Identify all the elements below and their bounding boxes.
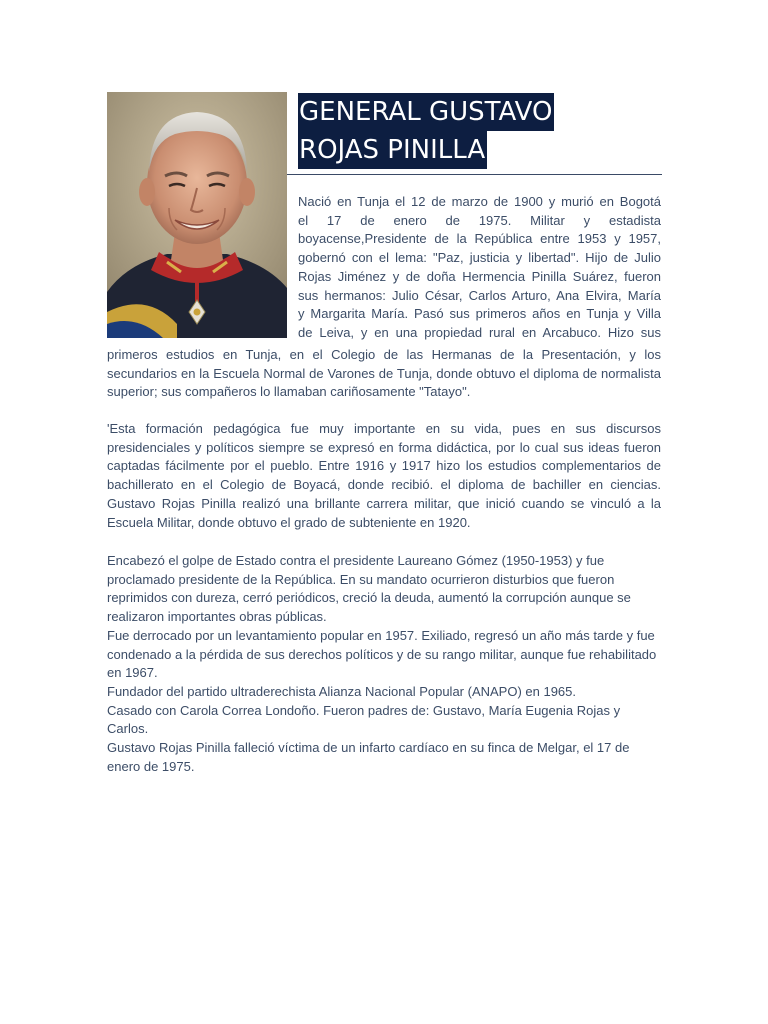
intro-line: sus hermanos: Julio César, Carlos Arturo, Ana Elvira, María <box>298 287 661 303</box>
document-title <box>298 93 662 169</box>
career-line: Fue derrocado por un levantamiento popular en 1957. Exiliado, regresó un año más tarde y fue condenado a la pérdida de sus derechos políticos y de su rango militar, aunque fue rehabilitado en 1967. <box>107 627 657 681</box>
formation-paragraph: 'Esta formación pedagógica fue muy importante en su vida, pues en sus discursos presidenciales y políticos siempre se expresó en forma didáctica, por lo cual sus ideas fueron captadas fácilmente por el pueblo. Entre 1916 y 1917 hizo los estudios complementarios de bachillerato en el Colegio de Boyacá, donde recibió. el diploma de bachiller en ciencias. Gustavo Rojas Pinilla realizó una brillante carrera militar, que inició cuando se vinculó a la Escuela Militar, donde obtuvo el grado de subteniente en 1920. <box>107 421 661 530</box>
intro-line: el 17 de enero de 1975. Militar y estadista <box>298 212 661 228</box>
intro-line: de Leiva, y en una propiedad rural en Arcabuco. Hizo sus <box>298 324 661 340</box>
intro-line: Nació en Tunja el 12 de marzo de 1900 y murió en Bogotá <box>298 194 661 209</box>
career-line: Casado con Carola Correa Londoño. Fueron padres de: Gustavo, María Eugenia Rojas y Carlos. <box>107 702 621 737</box>
career-line: Encabezó el golpe de Estado contra el presidente Laureano Gómez (1950-1953) y fue proclamado presidente de la República. En su mandato ocurrieron disturbios que fueron reprimidos con dureza, cerró periódicos, creció la deuda, aumentó la corrupción aunque se realizaron importantes obras públicas. <box>107 553 631 625</box>
intro-line: y Margarita María. Pasó sus primeros años en Tunja y Villa <box>298 306 661 322</box>
intro-paragraph-continued: primeros estudios en Tunja, en el Colegio de las Hermanas de la Presentación, y los secundarios en la Escuela Normal de Varones de Tunja, donde obtuvo el diploma de normalista superior; sus compañeros lo llamaban cariñosamente "Tatayo". <box>107 347 661 400</box>
portrait-painting <box>107 92 287 338</box>
intro-line: gobernó con el lema: "Paz, justicia y libertad". Hijo de Julio <box>298 250 661 266</box>
intro-paragraph-beside-image <box>298 193 661 343</box>
title-line-2: ROJAS PINILLA <box>298 131 487 169</box>
title-underline <box>287 174 662 175</box>
career-line: Fundador del partido ultraderechista Alianza Nacional Popular (ANAPO) en 1965. <box>107 683 576 699</box>
title-line-1: GENERAL GUSTAVO <box>298 93 554 131</box>
career-line: Gustavo Rojas Pinilla falleció víctima de un infarto cardíaco en su finca de Melgar, el 17 de enero de 1975. <box>107 740 630 774</box>
intro-line: boyacense,Presidente de la República entre 1953 y 1957, <box>298 231 661 247</box>
career-paragraph <box>107 552 661 776</box>
intro-line: Rojas Jiménez y de doña Hermencia Pinilla Suárez, fueron <box>298 268 661 284</box>
portrait-image <box>107 92 287 338</box>
